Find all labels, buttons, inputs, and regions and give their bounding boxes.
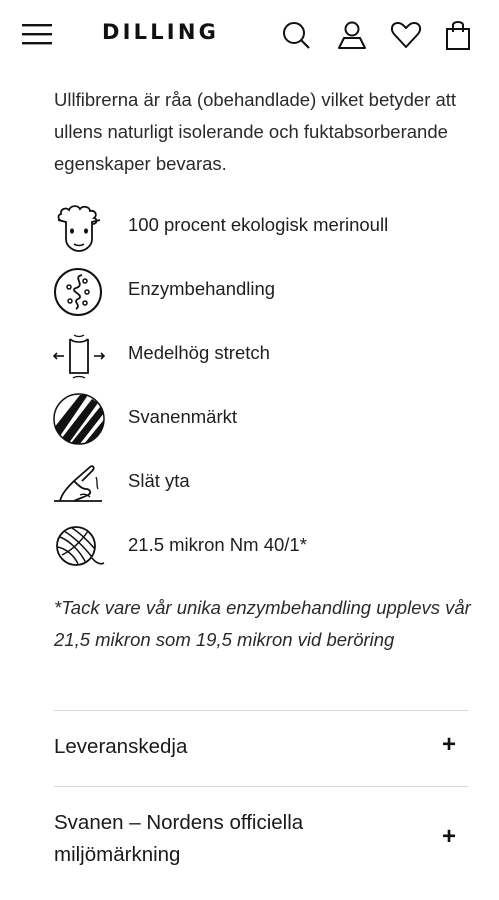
heart-icon[interactable]: [390, 18, 422, 52]
feature-item: [52, 451, 472, 515]
intro-paragraph: Ullfibrerna är råa (obehandlade) vilket betyder att ullens naturligt isolerande och fuktabsorberande egenskaper bevaras.: [54, 89, 457, 174]
sheep-icon: [52, 201, 106, 253]
smooth-surface-icon: [52, 457, 106, 509]
feature-label: 100 procent ekologisk merinoull: [128, 214, 389, 235]
site-header: [0, 0, 499, 70]
stretch-icon: [52, 329, 106, 381]
search-icon[interactable]: [280, 18, 312, 52]
enzyme-icon: [52, 265, 106, 317]
feature-label: Enzymbehandling: [128, 278, 276, 299]
plus-icon[interactable]: +: [441, 823, 456, 850]
feature-label: Slät yta: [128, 470, 190, 491]
bag-icon[interactable]: [442, 18, 474, 52]
feature-item: [52, 195, 472, 259]
brand-logo[interactable]: DILLING: [102, 20, 220, 44]
divider: [54, 786, 468, 787]
feature-list: [52, 195, 472, 579]
accordion-leveranskedja[interactable]: [54, 731, 468, 763]
feature-label: Medelhög stretch: [128, 342, 270, 363]
accordion-title[interactable]: Svanen – Nordens officiella miljömärkning: [54, 811, 304, 866]
feature-item: [52, 259, 472, 323]
accordion-svanen[interactable]: [54, 807, 468, 871]
footnote-text: *Tack vare vår unika enzymbehandling upplevs vår 21,5 mikron som 19,5 mikron vid beröring: [54, 597, 471, 650]
divider: [54, 710, 468, 711]
menu-icon[interactable]: [22, 20, 54, 48]
swan-label-icon: [52, 393, 106, 445]
feature-label: 21.5 mikron Nm 40/1*: [128, 534, 307, 555]
yarn-ball-icon: [52, 521, 106, 573]
feature-label: Svanenmärkt: [128, 406, 237, 427]
feature-item: [52, 515, 472, 579]
plus-icon[interactable]: +: [441, 731, 456, 758]
feature-item: [52, 323, 472, 387]
accordion-title[interactable]: Leveranskedja: [54, 735, 188, 758]
feature-item: [52, 387, 472, 451]
account-icon[interactable]: [336, 18, 368, 52]
